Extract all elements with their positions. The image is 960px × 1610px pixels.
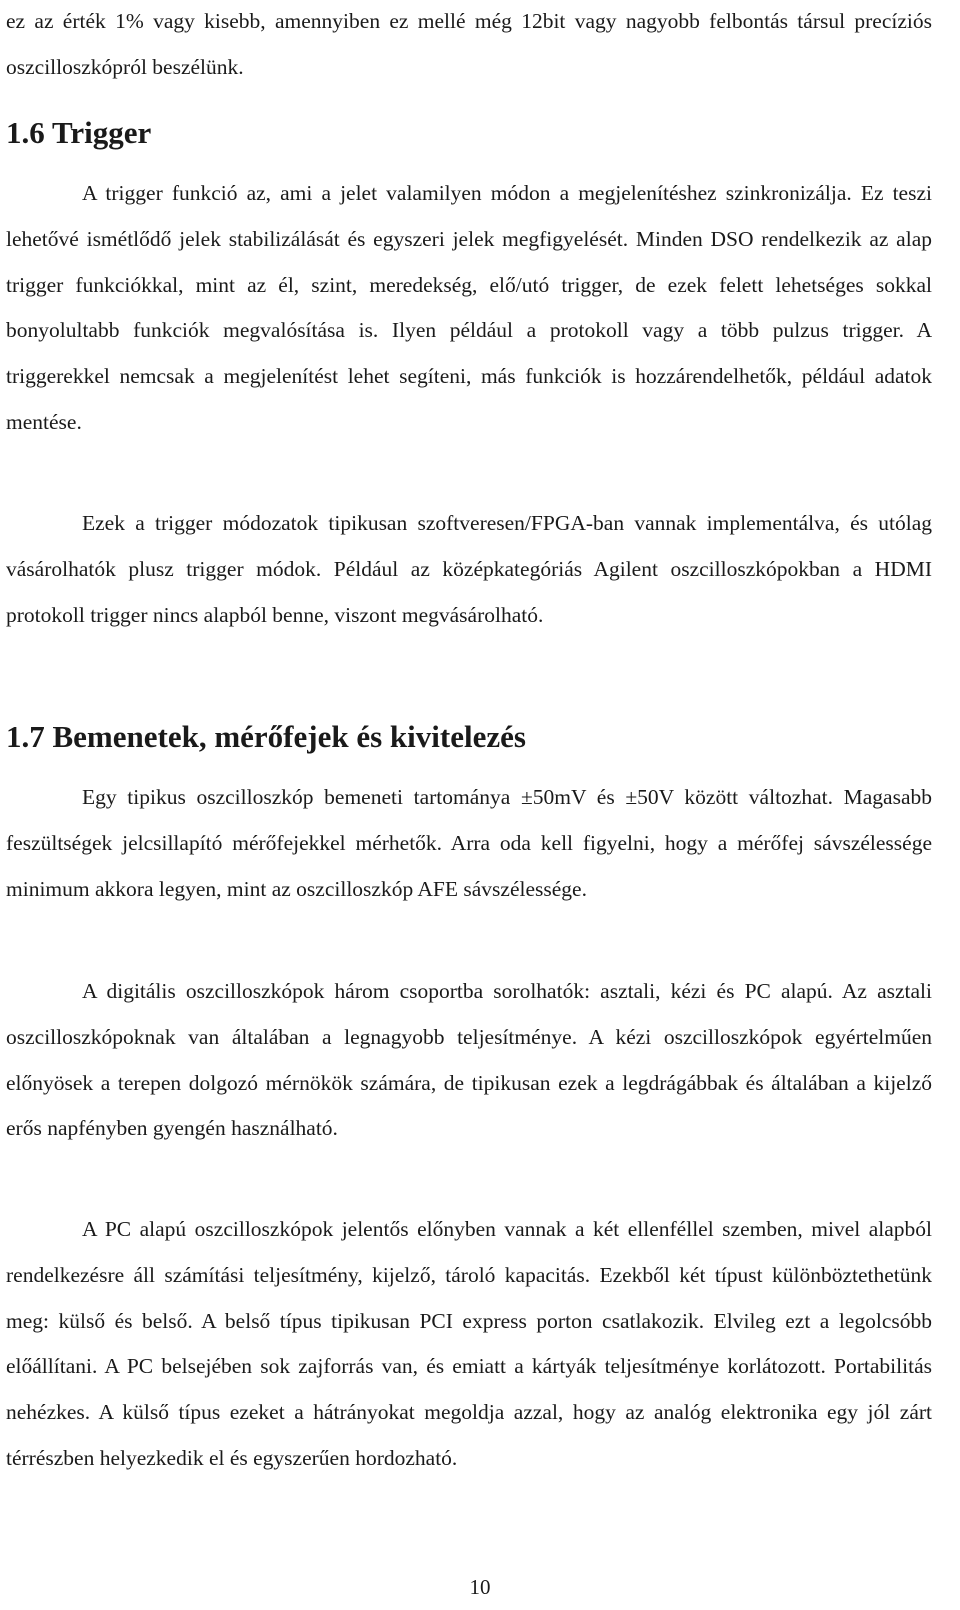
paragraph-input-range: Egy tipikus oszcilloszkóp bemeneti tartománya ±50mV és ±50V között változhat. Magasabb feszültségek jelcsillapító mérőfejekkel mérhetők. Arra oda kell figyelni, hogy a mérőfej sávszélessége minimum akkora legyen, mint az oszcilloszkóp AFE sávszélessége. bbox=[6, 785, 932, 901]
paragraph-oscilloscope-types: A digitális oszcilloszkópok három csoportba sorolhatók: asztali, kézi és PC alapú. Az asztali oszcilloszkópoknak van általában a legnagyobb teljesítménye. A kézi oszcilloszkópok egyértelműen előnyösek a terepen dolgozó mérnökök számára, de tipikusan ezek a legdrágábbak és általában a kijelző erős napfényben gyengén használható. bbox=[6, 979, 932, 1141]
section-heading-trigger: 1.6 Trigger bbox=[6, 115, 152, 150]
page-number: 10 bbox=[469, 1575, 491, 1599]
paragraph-pc-based: A PC alapú oszcilloszkópok jelentős előnyben vannak a két ellenféllel szemben, mivel alapból rendelkezésre áll számítási teljesítmény, kijelző, tároló kapacitás. Ezekből két típust különböztethetünk meg: külső és belső. A belső típus tipikusan PCI express porton csatlakozik. Elvileg ezt a legolcsóbb előállítani. A PC belsejében sok zajforrás van, és emiatt a kártyák teljesítménye korlátozott. Portabilitás nehézkes. A külső típus ezeket a hátrányokat megoldja azzal, hogy az analóg elektronika egy jól zárt térrészben helyezkedik el és egyszerűen hordozható. bbox=[6, 1217, 932, 1470]
section-heading-inputs-probes: 1.7 Bemenetek, mérőfejek és kivitelezés bbox=[6, 719, 526, 754]
paragraph-trigger-modes: Ezek a trigger módozatok tipikusan szoftveresen/FPGA-ban vannak implementálva, és utólag vásárolhatók plusz trigger módok. Például az középkategóriás Agilent oszcilloszkópokban a HDMI protokoll trigger nincs alapból benne, viszont megvásárolható. bbox=[6, 511, 932, 627]
paragraph-trigger-intro: A trigger funkció az, ami a jelet valamilyen módon a megjelenítéshez szinkronizálja. Ez teszi lehetővé ismétlődő jelek stabilizálását és egyszeri jelek megfigyelését. Minden DSO rendelkezik az alap trigger funkciókkal, mint az él, szint, meredekség, elő/utó trigger, de ezek felett lehetséges sokkal bonyolultabb funkciók megvalósítása is. Ilyen például a protokoll vagy a több pulzus trigger. A triggerekkel nemcsak a megjelenítést lehet segíteni, más funkciók is hozzárendelhetők, például adatok mentése. bbox=[6, 181, 932, 434]
paragraph-precision-continuation: ez az érték 1% vagy kisebb, amennyiben ez mellé még 12bit vagy nagyobb felbontás társul precíziós oszcilloszkópról beszélünk. bbox=[6, 9, 932, 79]
